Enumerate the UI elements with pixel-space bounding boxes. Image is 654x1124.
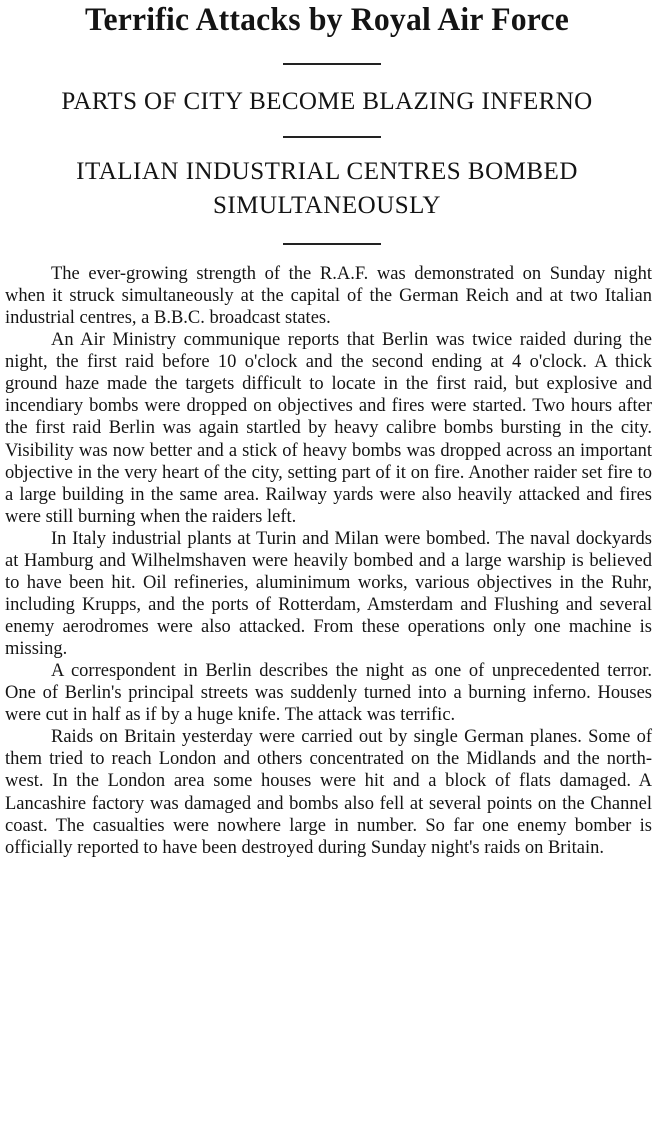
subheadline: PARTS OF CITY BECOME BLAZING INFERNO xyxy=(61,88,593,115)
article-body xyxy=(5,263,652,859)
paragraph-1: The ever-growing strength of the R.A.F. was demonstrated on Sunday night when it struck simultaneously at the capital of the German Reich and at two Italian industrial centres, a B.B.C. broadcast states. xyxy=(5,264,652,329)
divider-rule-3 xyxy=(283,243,381,245)
headline: Terrific Attacks by Royal Air Force xyxy=(85,2,569,38)
paragraph-3: In Italy industrial plants at Turin and Milan were bombed. The naval dockyards at Hamburg and Wilhelmshaven were heavily bombed and a large warship is believed to have been hit. Oil refineries, aluminimum works, various objectives in the Ruhr, including Krupps, and the ports of Rotterdam, Amsterdam and Flushing and several enemy aerodromes were also attacked. From these operations only one machine is missing. xyxy=(5,528,652,660)
paragraph-4: A correspondent in Berlin describes the night as one of unprecedented terror. One of Berlin's principal streets was suddenly turned into a burning inferno. Houses were cut in half as if by a huge knife. The attack was terrific. xyxy=(5,661,652,726)
paragraph-2: An Air Ministry communique reports that Berlin was twice raided during the night, the first raid before 10 o'clock and the second ending at 4 o'clock. A thick ground haze made the targets difficult to locate in the first raid, but explosive and incendiary bombs were dropped on objectives and fires were started. Two hours after the first raid Berlin was again startled by heavy calibre bombs bursting in the city. Visibility was now better and a stick of heavy bombs was dropped across an important objective in the very heart of the city, setting part of it on fire. Another raider set fire to a large building in the same area. Railway yards were also heavily attacked and fires were still burning when the raiders left. xyxy=(5,330,652,527)
divider-rule-2 xyxy=(283,136,381,138)
deck: ITALIAN INDUSTRIAL CENTRES BOMBED SIMULTANEOUSLY xyxy=(76,158,578,219)
paragraph-5: Raids on Britain yesterday were carried out by single German planes. Some of them tried to reach London and others concentrated on the Midlands and the north-west. In the London area some houses were hit and a block of flats damaged. A Lancashire factory was damaged and bombs also fell at several points on the Channel coast. The casualties were nowhere large in number. So far one enemy bomber is officially reported to have been destroyed during Sunday night's raids on Britain. xyxy=(5,727,652,858)
divider-rule-1 xyxy=(283,63,381,65)
